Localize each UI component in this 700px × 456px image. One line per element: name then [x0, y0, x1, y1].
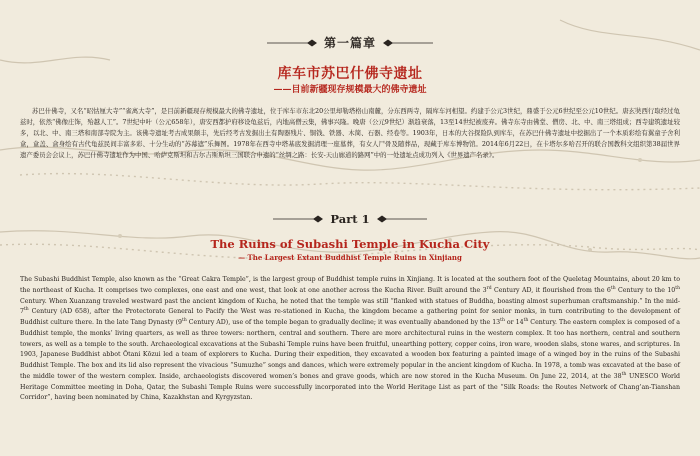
ordinal-superscript: th: [23, 307, 29, 313]
ordinal-superscript: th: [500, 317, 505, 323]
ordinal-superscript: rd: [486, 285, 492, 291]
body-text-segment: UNESCO World Heritage Committee meeting in Doha, Qatar, the Subashi Temple Ruins were successfully incorporated into the World Heritage List as part of the “Silk Roads: the Routes Network of Chang’an-Tianshan Corridor”, having been nominated by China, Kazakhstan and Kyrgyzstan.: [20, 372, 680, 402]
left-ornament-icon: [273, 214, 323, 224]
english-title: The Ruins of Subashi Temple in Kucha City: [210, 237, 490, 251]
ordinal-superscript: th: [182, 317, 187, 323]
right-ornament-icon: [377, 214, 427, 224]
body-text-segment: Century to the 10: [615, 286, 676, 294]
english-subtitle: — The Largest Extant Buddhist Temple Ruins in Xinjiang: [238, 253, 462, 262]
body-text-segment: or 14: [504, 319, 524, 326]
ordinal-superscript: th: [523, 317, 529, 323]
body-text-segment: Century AD), use of the temple began to gradually decline; it was eventually abandoned by the 13: [186, 319, 501, 326]
left-ornament-icon: [267, 38, 317, 48]
body-text-segment: Century AD, it flourished from the 6: [491, 286, 611, 294]
ordinal-superscript: th: [610, 285, 616, 291]
english-body-paragraph: [20, 275, 680, 404]
body-text-segment: Century (AD 658), after the Protectorate General to Pacify the West was re-stationed in Kucha, the kingdom became a gathering point for senior monks, in turn contributing to the development of Buddhist culture there. In the late Tang Dynasty (9: [20, 308, 680, 326]
chinese-title: 库车市苏巴什佛寺遗址: [277, 66, 423, 82]
body-text-segment: Century. The eastern complex is composed of a Buddhist temple, the monks’ living quarters, as well as three towers: northern, central and southern. There are more architectural ruins in the western complex. It too has northern, central and southern towers, as well as a temple to the south. Archaeological excavations at the Subashi Temple ruins have been fruitful, unearthing pottery, copper coins, iron ware, wooden slabs, stone wares, and scriptures. In 1903, Japanese Buddhist abbot Ōtani Kōzui led a team of explorers to Kucha. During their expedition, they excavated a wooden box featuring a painted image of a winged boy in the ruins of the Subashi Buddhist Temple. The box and its lid also represent the vivacious “Sumuzhe” songs and dances, which were extremely popular in the ancient kingdom of Kucha. In 1978, a tomb was excavated at the base of the middle tower of the western complex. Inside, archaeologists discovered women’s bones and grave goods, which are now stored in the Kucha Museum. On June 22, 2014, at the 38: [20, 319, 680, 380]
body-text-segment: The Subashi Buddhist Temple, also known as the “Great Cakra Temple”, is the largest group of Buddhist temple ruins in Xinjiang. It is located at the southern foot of the Queletag Mountains, about 20 km to the northeast of Kucha. It comprises two complexes, one east and one west, that look at one another across the Kucha River. Built around the 3: [20, 276, 680, 294]
body-text-segment: Century. When Xuanzang traveled westward past the ancient kingdom of Kucha, he noted that the temple was still “flanked with statues of Buddha, boasting almost superhuman craftsmanship.” In the mid-7: [20, 297, 680, 316]
ordinal-superscript: th: [675, 285, 680, 291]
chinese-heading-text: 第一篇章: [323, 36, 376, 50]
english-section-heading: [0, 212, 700, 226]
right-ornament-icon: [383, 38, 433, 48]
english-heading-text: Part 1: [330, 212, 370, 226]
ordinal-superscript: th: [621, 371, 627, 377]
chinese-section-heading: [0, 34, 700, 51]
chinese-body-paragraph: 苏巴什佛寺，又名“昭怙厘大寺”“雀离大寺”，是目前新疆现存规模最大的佛寺遗址，位于库车市东北20公里却勒塔格山南麓，分东西两寺，隔库车河相望。约建于公元3世纪，鼎盛于公元6世纪至公元10世纪。唐玄奘西行取经过龟兹时，依然“佛像庄饰，殆越人工”。7世纪中叶（公元658年），唐安西都护府移设龟兹后，内地高僧云集，佛事兴隆。晚唐（公元9世纪）渐趋衰落，13至14世纪被废弃。佛寺东寺由佛堂、僧房、北、中、南三塔组成；西寺建筑遗址较多，以北、中、南三塔和南部寺院为主。该佛寺遗址考古成果颇丰，先后经考古发掘出土有陶器残片、铜钱、铁器、木简、石器、经卷等。1903年，日本的大谷探险队到库车，在苏巴什佛寺遗址中挖掘出了一个本质彩绘有翼童子舍利盒，盒盖、盒身绘有古代龟兹民间丰富多彩、十分生动的“苏幕遮”乐舞图。1978年在西寺中塔基底发掘清理一座墓葬，有女人尸骨及随葬品，现藏于库车博物馆。2014年6月22日，在卡塔尔多哈召开的联合国教科文组织第38届世界遗产委员会会议上，苏巴什佛寺遗址作为中国、哈萨克斯坦和吉尔吉斯斯坦三国联合申遗的“丝绸之路：长安-天山廊道的路网”中的一处遗址点成功列入《世界遗产名录》。: [20, 107, 680, 159]
chinese-subtitle: ——目前新疆现存规模最大的佛寺遗址: [273, 85, 427, 95]
